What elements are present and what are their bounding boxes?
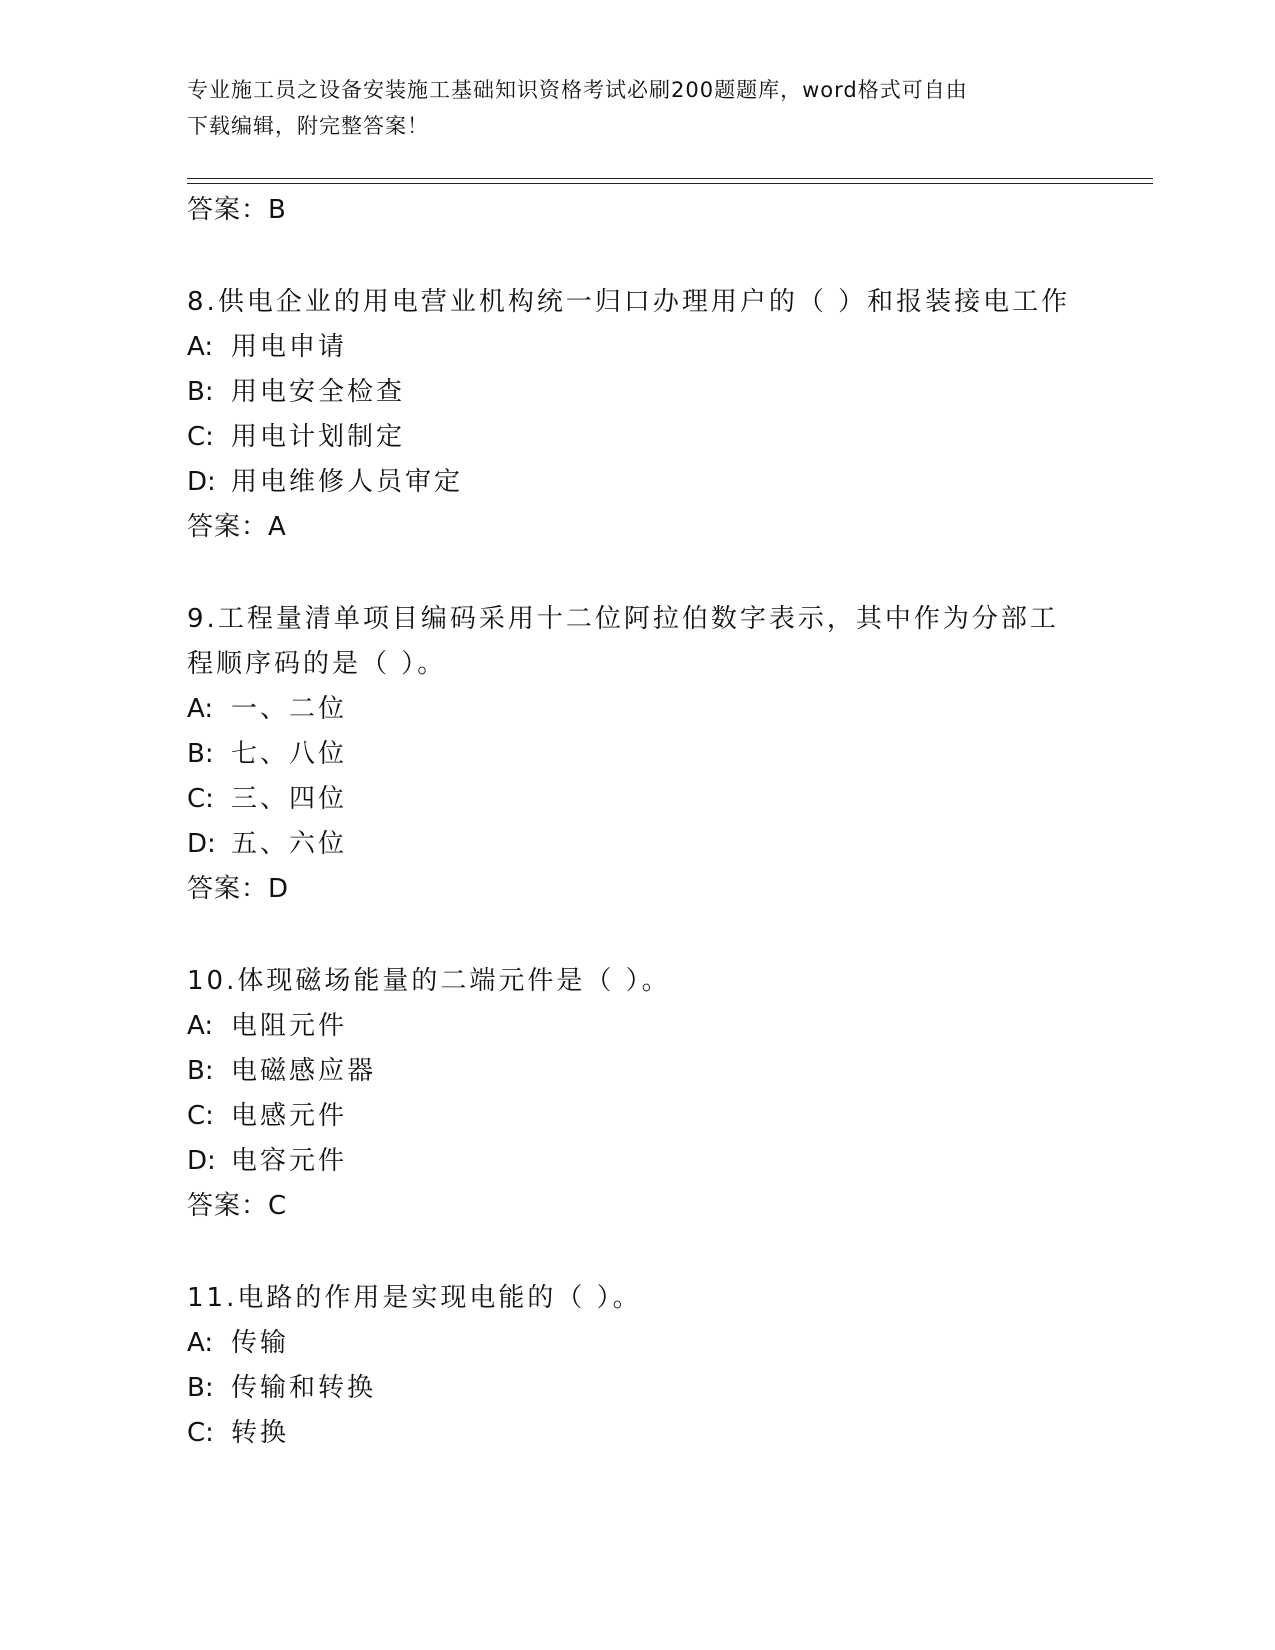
- header-divider-bottom: [187, 183, 1153, 184]
- option-d: D: 用电维修人员审定: [187, 467, 464, 497]
- question-text-continued: 程顺序码的是（ ）。: [187, 649, 447, 679]
- question-11: [187, 1276, 1087, 1456]
- option-b: B: 电磁感应器: [187, 1056, 377, 1086]
- question-9: [187, 597, 1087, 912]
- header-divider-top: [187, 178, 1153, 179]
- question-list: [187, 188, 1087, 1456]
- question-number: 10.: [187, 966, 238, 996]
- option-b: B: 用电安全检查: [187, 377, 406, 407]
- question-number: 9.: [187, 604, 218, 634]
- option-c: C: 电感元件: [187, 1101, 348, 1131]
- answer: 答案：C: [187, 1191, 288, 1221]
- option-a: A: 传输: [187, 1328, 290, 1358]
- question-10: [187, 959, 1087, 1229]
- option-d: D: 五、六位: [187, 829, 348, 859]
- answer: 答案：D: [187, 874, 290, 904]
- question-number: 8.: [187, 287, 218, 317]
- question-number: 11.: [187, 1283, 238, 1313]
- header-line-2: 下载编辑，附完整答案！: [187, 114, 429, 138]
- previous-answer: 答案：B: [187, 195, 287, 225]
- option-b: B: 七、八位: [187, 739, 348, 769]
- document-header: [187, 72, 1067, 144]
- option-a: A: 电阻元件: [187, 1011, 348, 1041]
- question-text: 10.体现磁场能量的二端元件是（ ）。: [187, 966, 671, 996]
- header-line-1: 专业施工员之设备安装施工基础知识资格考试必刷200题题库，word格式可自由: [187, 78, 968, 102]
- option-a: A: 用电申请: [187, 332, 348, 362]
- option-c: C: 用电计划制定: [187, 422, 406, 452]
- option-b: B: 传输和转换: [187, 1373, 377, 1403]
- option-c: C: 转换: [187, 1418, 290, 1448]
- option-d: D: 电容元件: [187, 1146, 348, 1176]
- question-text: 9.工程量清单项目编码采用十二位阿拉伯数字表示，其中作为分部工: [187, 604, 1059, 634]
- option-a: A: 一、二位: [187, 694, 348, 724]
- question-text: 8.供电企业的用电营业机构统一归口办理用户的（ ）和报装接电工作: [187, 287, 1071, 317]
- question-8: [187, 280, 1087, 550]
- question-text: 11.电路的作用是实现电能的（ ）。: [187, 1283, 642, 1313]
- answer: 答案：A: [187, 512, 287, 542]
- option-c: C: 三、四位: [187, 784, 348, 814]
